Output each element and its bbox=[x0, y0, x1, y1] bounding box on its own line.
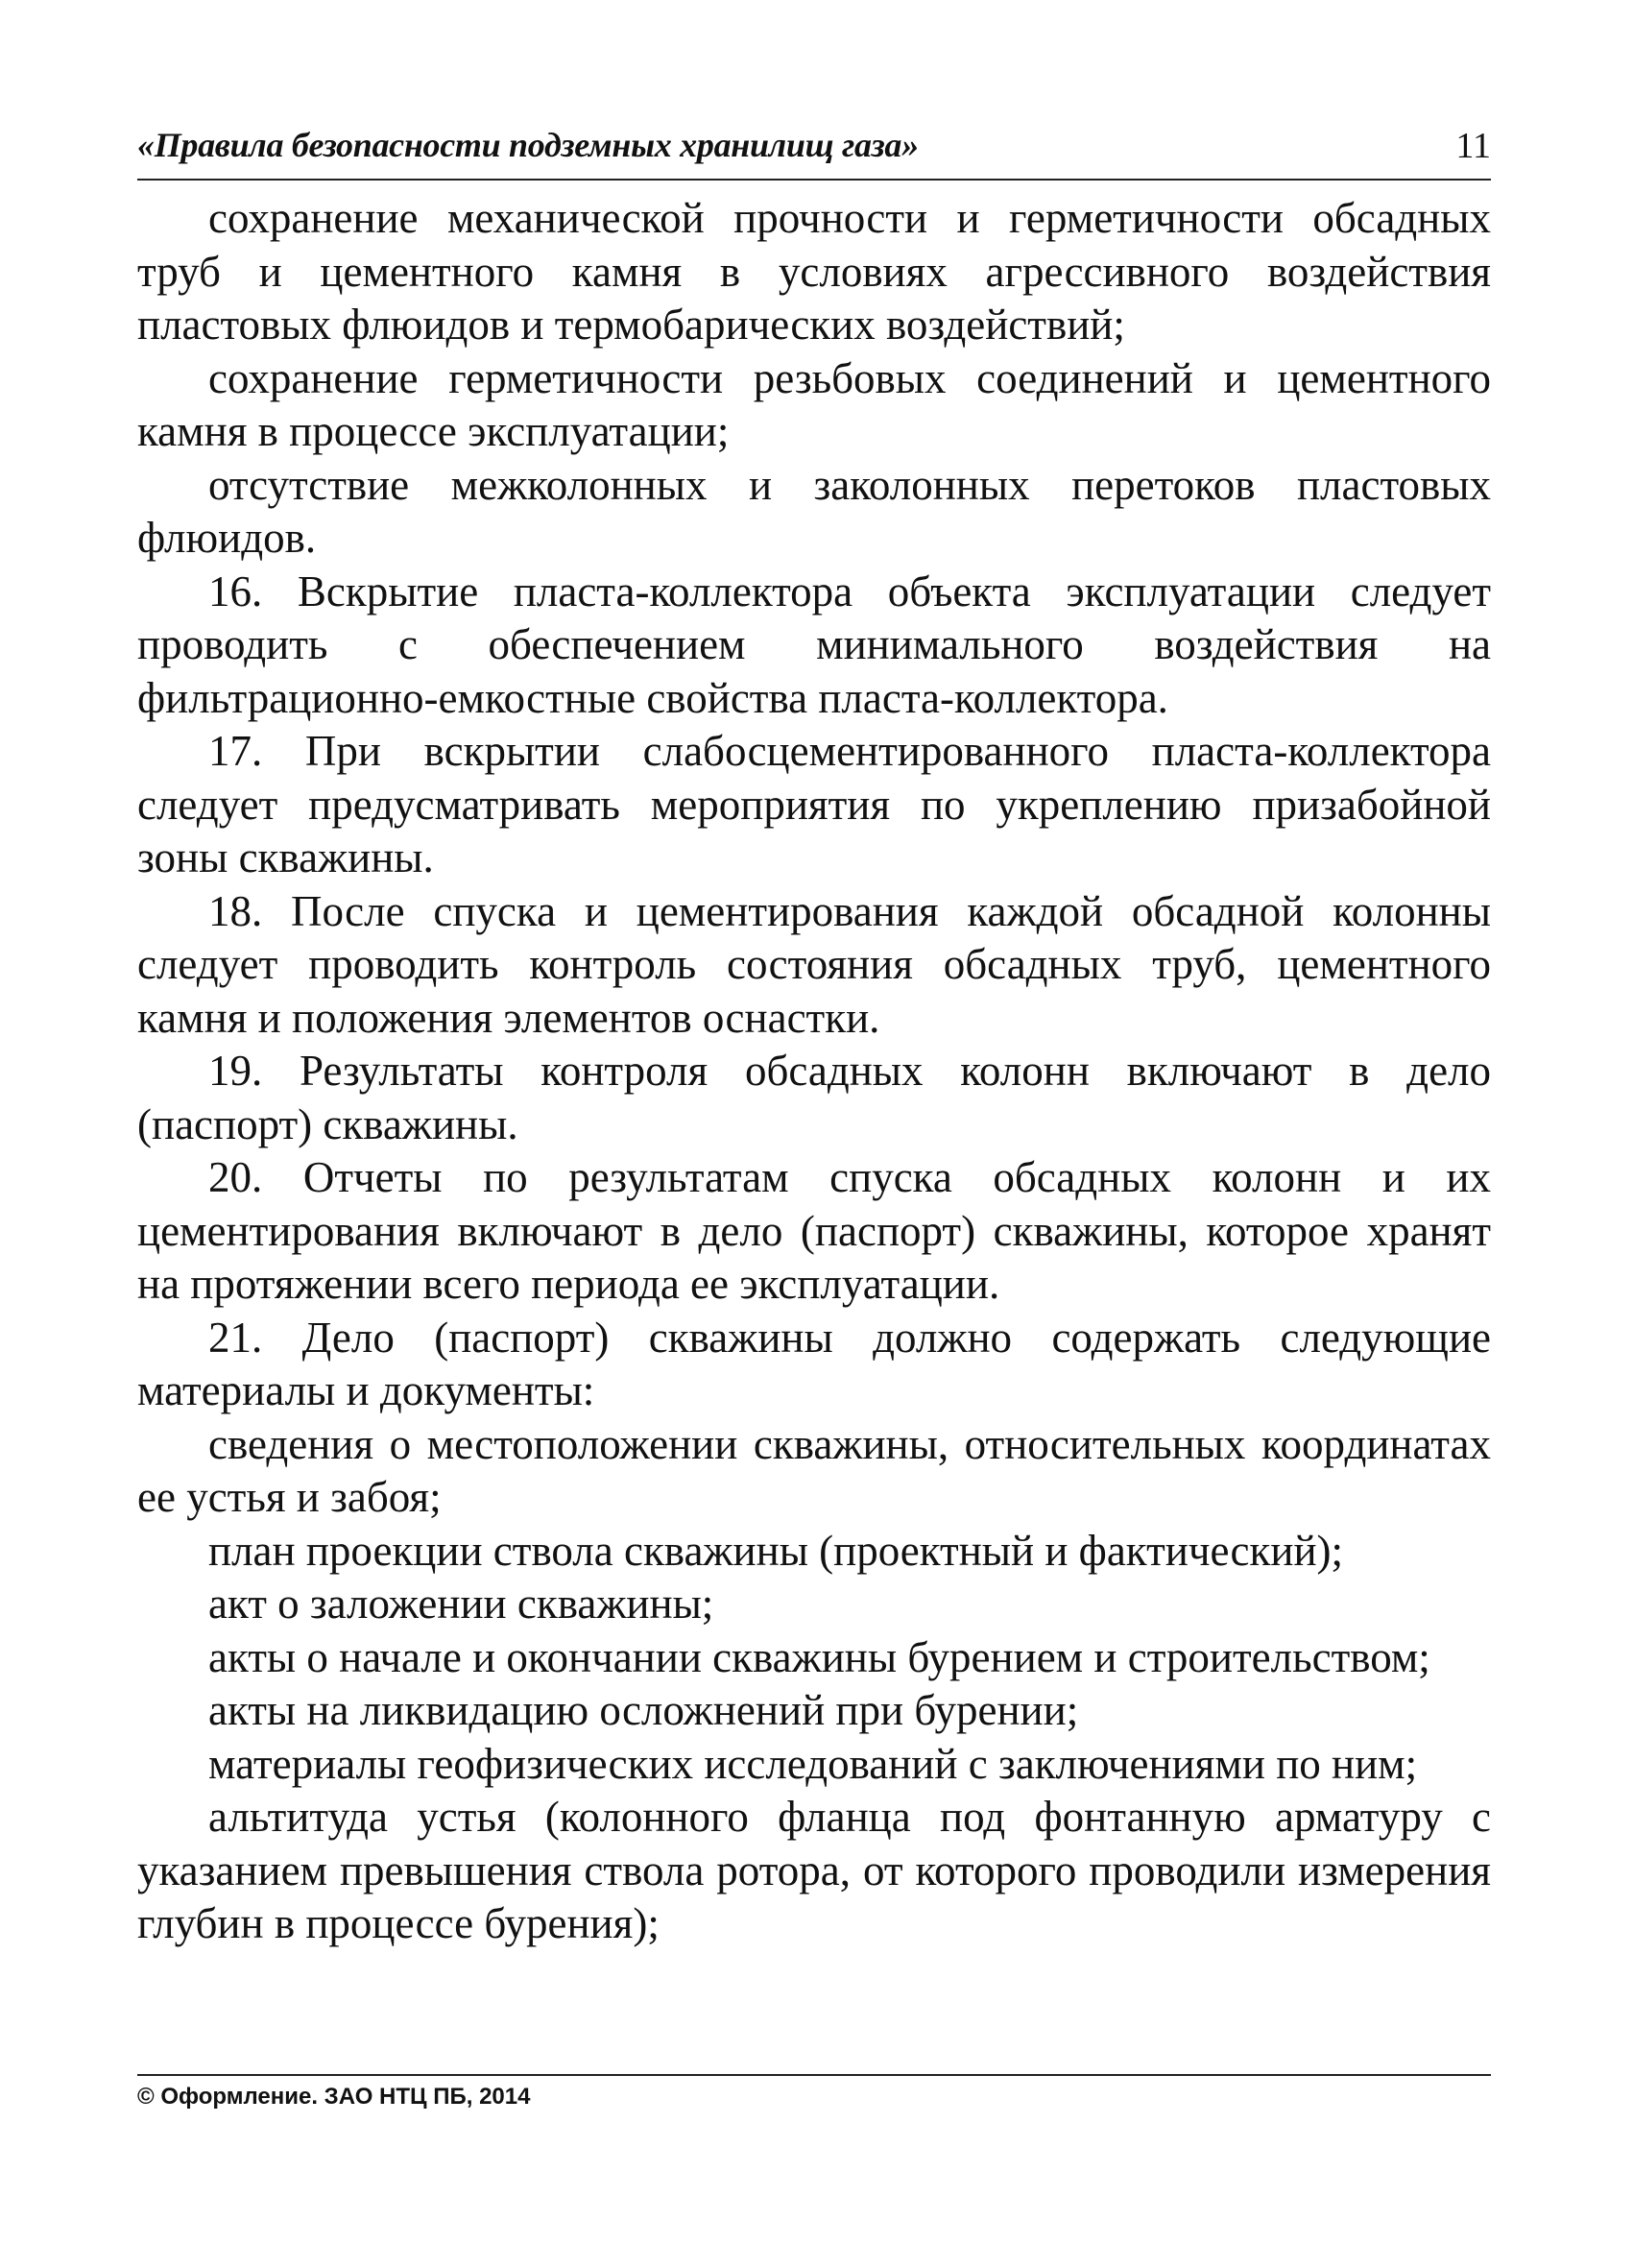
paragraph: материалы геофизических исследований с заключениями по ним; bbox=[208, 1739, 1418, 1788]
paragraph: 21. Дело (паспорт) скважины должно содержать следующие материалы и документы: bbox=[137, 1313, 1491, 1414]
paragraph: альтитуда устья (колонного фланца под фонтанную арматуру с указанием превышения ствола ротора, от которого проводили измерения глубин в процессе бурения); bbox=[137, 1793, 1491, 1947]
paragraph: план проекции ствола скважины (проектный и фактический); bbox=[208, 1526, 1344, 1575]
paragraph: сохранение механической прочности и герметичности обсадных труб и цементного камня в условиях агрессивного воздействия пластовых флюидов и термобарических воздействий; bbox=[137, 194, 1491, 349]
paragraph: акты на ликвидацию осложнений при бурении; bbox=[208, 1686, 1079, 1734]
paragraph: 19. Результаты контроля обсадных колонн включают в дело (паспорт) скважины. bbox=[137, 1047, 1491, 1148]
paragraph: сохранение герметичности резьбовых соединений и цементного камня в процессе эксплуатации; bbox=[137, 353, 1491, 455]
paragraph: 16. Вскрытие пласта-коллектора объекта эксплуатации следует проводить с обеспечением минимального воздействия на фильтрационно-емкостные свойства пласта-коллектора. bbox=[137, 567, 1491, 722]
paragraph: акт о заложении скважины; bbox=[208, 1580, 714, 1628]
paragraph: отсутствие межколонных и заколонных перетоков пластовых флюидов. bbox=[137, 460, 1491, 562]
paragraph: 17. При вскрытии слабосцементированного пласта-коллектора следует предусматривать мероприятия по укреплению призабойной зоны скважины. bbox=[137, 727, 1491, 881]
running-header bbox=[137, 121, 1491, 181]
page-number: 11 bbox=[1455, 126, 1491, 166]
paragraph: 20. Отчеты по результатам спуска обсадных колонн и их цементирования включают в дело (паспорт) скважины, которое хранят на протяжении всего периода ее эксплуатации. bbox=[137, 1153, 1491, 1308]
paragraph: сведения о местоположении скважины, относительных координатах ее устья и забоя; bbox=[137, 1419, 1491, 1521]
paragraph: 18. После спуска и цементирования каждой обсадной колонны следует проводить контроль состояния обсадных труб, цементного камня и положения элементов оснастки. bbox=[137, 886, 1491, 1042]
footer-copyright: © Оформление. ЗАО НТЦ ПБ, 2014 bbox=[137, 2084, 531, 2110]
paragraph: акты о начале и окончании скважины бурением и строительством; bbox=[208, 1632, 1430, 1681]
header-title: «Правила безопасности подземных хранилищ газа» bbox=[137, 126, 919, 164]
body-text bbox=[137, 192, 1491, 1951]
footer-divider bbox=[137, 2074, 1491, 2076]
